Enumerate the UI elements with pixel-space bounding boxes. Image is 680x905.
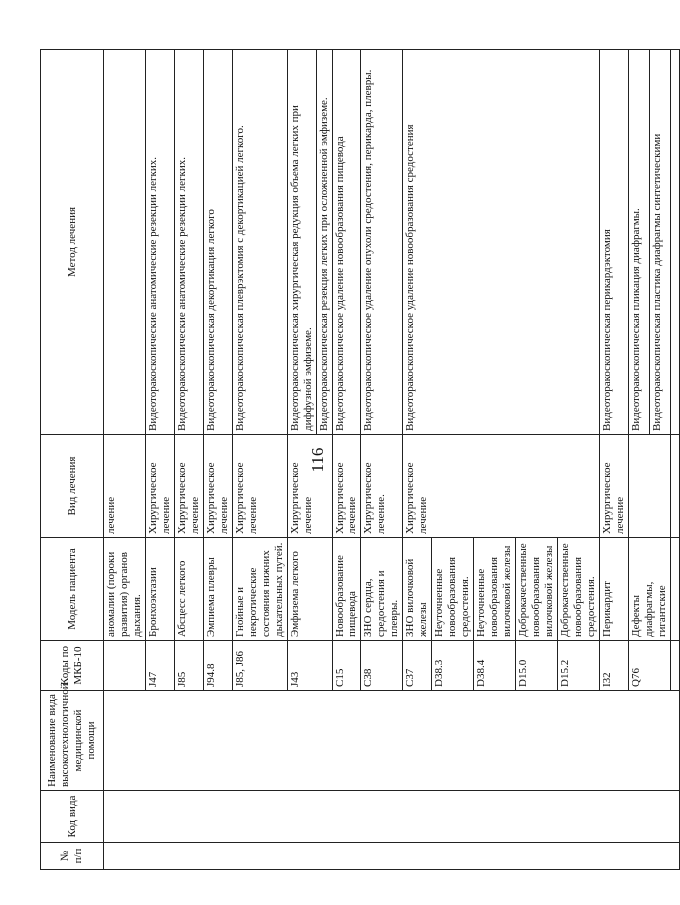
cell-mkb: J43 <box>287 641 332 691</box>
table-header-row <box>41 50 104 870</box>
cell-method: Видеоторакоскопическая плеврэктомия с декортикацией легкого. <box>232 50 287 435</box>
cell-model: Новообразование пищевода <box>332 538 361 641</box>
cell-method: Видеоторакоскопическая пластика диафрагмы синтетическими <box>649 50 670 435</box>
cell-method: Видеоторакоскопическое удаление новообразования средостения <box>403 50 600 435</box>
header-model: Модель пациента <box>41 538 104 641</box>
cell-treatment: Хирургическое лечение <box>174 435 203 538</box>
cell-treatment: Хирургическое лечение <box>203 435 232 538</box>
cell-num <box>104 843 680 870</box>
cell-model: Эмфизема легкого <box>287 538 332 641</box>
cell-model: ЗНО вилочковой железы <box>403 538 432 641</box>
cell-treatment: Хирургическое лечение <box>403 435 600 538</box>
cell-method: Видеоторакоскопические анатомические резекции легких. <box>145 50 174 435</box>
cell-treatment: Хирургическое лечение <box>232 435 287 538</box>
cell-method: Видеоторакоскопическое удаление опухоли средостения, перикарда, плевры. <box>361 50 403 435</box>
cell-treatment: Хирургическое лечение <box>145 435 174 538</box>
cell-treatment <box>628 435 670 538</box>
cell-treatment: Хирургическое лечение <box>599 435 628 538</box>
cell-empty <box>670 538 679 641</box>
cell-method: Видеоторакоскопическое удаление новообразования пищевода <box>332 50 361 435</box>
cell-method: Видеоторакоскопическая декортикация легкого <box>203 50 232 435</box>
cell-model: Дефекты диафрагмы, гигантские <box>628 538 670 641</box>
cell-model: Доброкачественные новообразования средостения. <box>558 538 600 641</box>
cell-mkb: D15.2 <box>558 641 600 691</box>
cell-mkb: J47 <box>145 641 174 691</box>
header-num: № п/п <box>41 843 104 870</box>
cell-method: Видеоторакоскопическая перикардэктомия <box>599 50 628 435</box>
cell-mkb: Q76 <box>628 641 670 691</box>
treatment-table <box>40 49 680 870</box>
cell-mkb: J85, J86 <box>232 641 287 691</box>
cell-treatment: Хирургическое лечение <box>332 435 361 538</box>
cell-method: Видеоторакоскопическая пликация диафрагмы. <box>628 50 649 435</box>
cell-mkb: D38.3 <box>432 641 474 691</box>
cell-code <box>104 791 680 843</box>
cell-model: Перикардит <box>599 538 628 641</box>
cell-mkb: D15.0 <box>516 641 558 691</box>
cell-model: аномалии (пороки развития) органов дыхания. <box>104 538 146 641</box>
cell-treatment: Хирургическое лечение. <box>361 435 403 538</box>
cell-mkb: I32 <box>599 641 628 691</box>
cell-method: Видеоторакоскопическая резекция легких при осложненной эмфиземе. <box>316 50 332 435</box>
cell-name <box>104 691 680 791</box>
cell-mkb: C37 <box>403 641 432 691</box>
cell-mkb: C38 <box>361 641 403 691</box>
cell-treatment: Хирургическое лечение <box>287 435 332 538</box>
cell-treatment: лечение <box>104 435 146 538</box>
cell-method <box>104 50 146 435</box>
cell-model: ЗНО сердца, средостения и плевры. <box>361 538 403 641</box>
header-code: Код вида <box>41 791 104 843</box>
cell-mkb: C15 <box>332 641 361 691</box>
rotated-table-container <box>40 50 668 870</box>
page-number: 116 <box>308 447 327 473</box>
cell-model: Гнойные и некротические состояния нижних дыхательных путей. <box>232 538 287 641</box>
cell-mkb <box>104 641 146 691</box>
cell-empty <box>670 641 679 691</box>
header-name: Наименование вида высокотехнологичной медицинской помощи <box>41 691 104 791</box>
cell-method: Видеоторакоскопические анатомические резекции легких. <box>174 50 203 435</box>
header-treatment: Вид лечения <box>41 435 104 538</box>
header-mkb: Коды по МКБ-10 <box>41 641 104 691</box>
cell-method: Видеоторакоскопическая хирургическая редукция объема легких при диффузной эмфиземе. <box>287 50 316 435</box>
cell-model: Бронхоэктазии <box>145 538 174 641</box>
cell-mkb: J94.8 <box>203 641 232 691</box>
cell-empty <box>670 50 679 435</box>
cell-model: Неуточненные новообразования средостения. <box>432 538 474 641</box>
cell-model: Неуточненные новообразования вилочковой железы <box>474 538 516 641</box>
cell-mkb: J85 <box>174 641 203 691</box>
cell-empty <box>670 435 679 538</box>
cell-model: Эмпиема плевры <box>203 538 232 641</box>
table-row <box>104 50 146 870</box>
cell-mkb: D38.4 <box>474 641 516 691</box>
cell-model: Доброкачественные новообразования вилочковой железы <box>516 538 558 641</box>
cell-model: Абсцесс легкого <box>174 538 203 641</box>
header-method: Метод лечения <box>41 50 104 435</box>
